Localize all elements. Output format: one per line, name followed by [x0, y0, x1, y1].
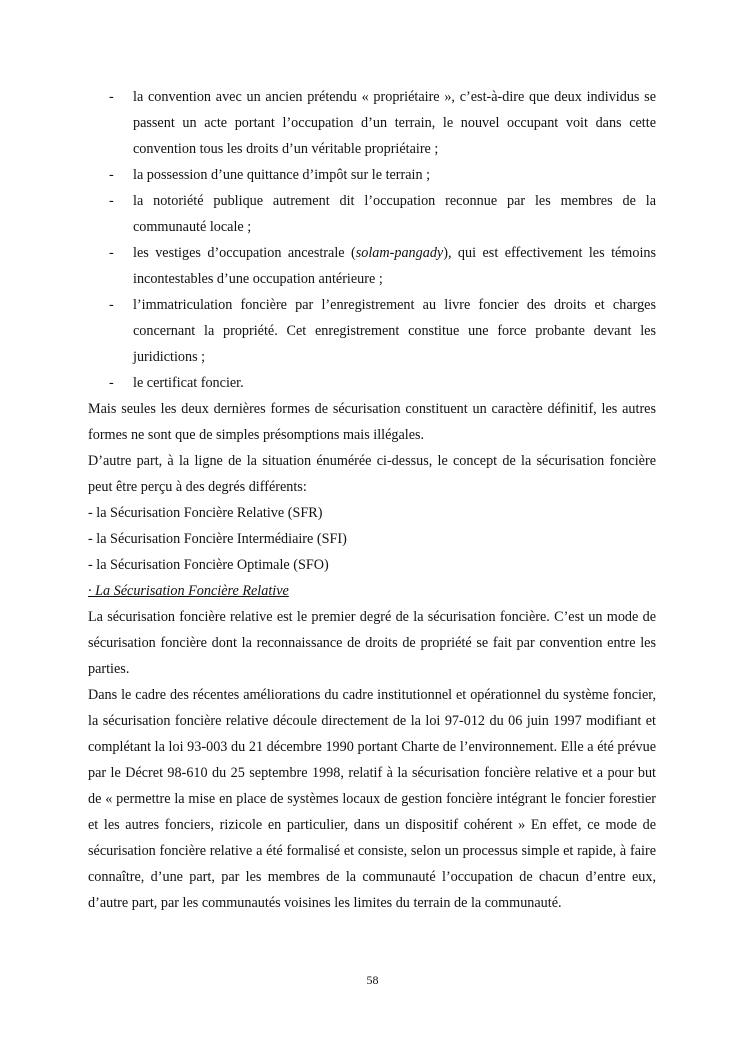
paragraph: La sécurisation foncière relative est le premier degré de la sécurisation foncière. C’est un mode de sécurisation foncière dont la reconnaissance de droits de propriété se fait par convention entre les parties.: [88, 609, 656, 677]
bullet-dash: -: [109, 193, 114, 209]
bullet-dash: -: [109, 245, 114, 261]
level-item: - la Sécurisation Foncière Intermédiaire (SFI): [88, 531, 347, 547]
paragraph: D’autre part, à la ligne de la situation énumérée ci-dessus, le concept de la sécurisation foncière peut être perçu à des degrés différents:: [88, 453, 656, 495]
proof-list: [88, 84, 656, 396]
paragraph: Mais seules les deux dernières formes de sécurisation constituent un caractère définitif, les autres formes ne sont que de simples présomptions mais illégales.: [88, 401, 656, 443]
list-item: - la convention avec un ancien prétendu « propriétaire », c’est-à-dire que deux individus se passent un acte portant l’occupation d’un terrain, le nouvel occupant voit dans cette convention tous les droits d’un véritable propriétaire ;: [88, 84, 656, 162]
level-item: - la Sécurisation Foncière Relative (SFR): [88, 505, 323, 521]
paragraph: Dans le cadre des récentes améliorations du cadre institutionnel et opérationnel du système foncier, la sécurisation foncière relative découle directement de la loi 97-012 du 06 juin 1997 modifiant et complétant la loi 93-003 du 21 décembre 1990 portant Charte de l’environnement. Elle a été prévue par le Décret 98-610 du 25 septembre 1998, relatif à la sécurisation foncière relative et a pour but de « permettre la mise en place de systèmes locaux de gestion foncière intégrant le foncier forestier et les autres fonciers, rizicole en particulier, dans un dispositif cohérent » En effet, ce mode de sécurisation foncière relative a été formalisé et consiste, selon un processus simple et rapide, à faire connaître, d’une part, par les membres de la communauté l’occupation de chacun d’entre eux, d’autre part, par les communautés voisines les limites du terrain de la communauté.: [88, 687, 656, 911]
italic-term: solam-pangady: [355, 245, 444, 261]
list-item: - les vestiges d’occupation ancestrale (solam-pangady), qui est effectivement les témoins incontestables d’une occupation antérieure ;: [88, 240, 656, 292]
document-page: [88, 84, 656, 916]
list-item: - l’immatriculation foncière par l’enregistrement au livre foncier des droits et charges concernant la propriété. Cet enregistrement constitue une force probante devant les juridictions ;: [88, 292, 656, 370]
bullet-dash: -: [109, 375, 114, 391]
bullet-dash: -: [109, 167, 114, 183]
bullet-dash: -: [109, 89, 114, 105]
list-item: - la notoriété publique autrement dit l’occupation reconnue par les membres de la communauté locale ;: [88, 188, 656, 240]
list-item: - le certificat foncier.: [88, 370, 656, 396]
list-item: - la possession d’une quittance d’impôt sur le terrain ;: [88, 162, 656, 188]
bullet-dash: -: [109, 297, 114, 313]
section-heading: · La Sécurisation Foncière Relative: [88, 583, 289, 599]
level-item: - la Sécurisation Foncière Optimale (SFO): [88, 557, 329, 573]
page-number: 58: [366, 973, 379, 987]
